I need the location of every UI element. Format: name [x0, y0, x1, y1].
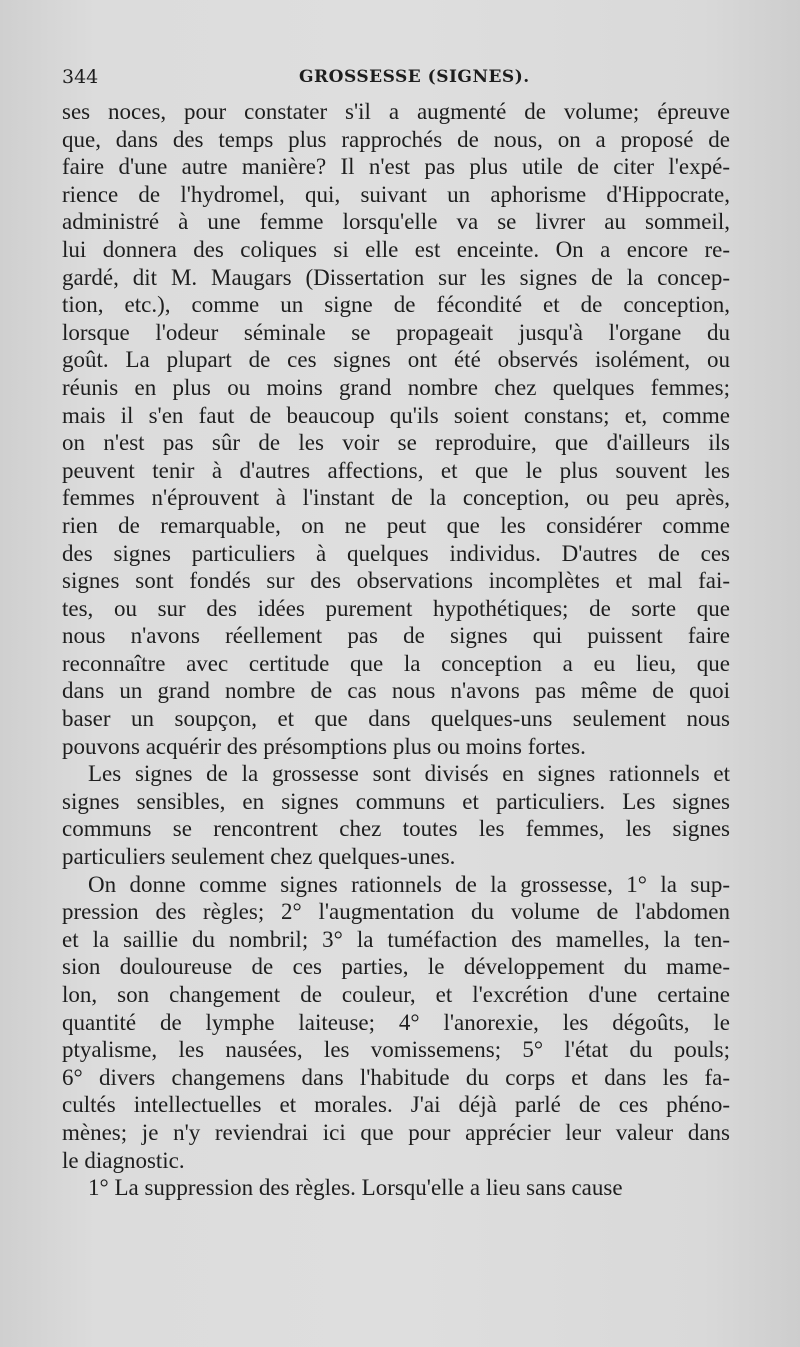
text-line: tes, ou sur des idées purement hypothétiques; de sorte que: [62, 595, 730, 621]
text-line: lui donnera des coliques si elle est enceinte. On a encore re-: [62, 236, 730, 262]
text-line: baser un soupçon, et que dans quelques-uns seulement nous: [62, 706, 730, 732]
text-line: particuliers seulement chez quelques-unes.: [62, 844, 456, 870]
text-line: le diagnostic.: [62, 1147, 185, 1173]
text-line: faire d'une autre manière? Il n'est pas plus utile de citer l'expé-: [62, 154, 730, 180]
text-line: cultés intellectuelles et morales. J'ai déjà parlé de ces phéno-: [62, 1092, 730, 1118]
paragraph: [62, 1174, 730, 1202]
text-line: nous n'avons réellement pas de signes qui puissent faire: [62, 623, 730, 649]
text-line: mais il s'en faut de beaucoup qu'ils soient constans; et, comme: [62, 402, 730, 428]
text-line: ptyalisme, les nausées, les vomissemens; 5° l'état du pouls;: [62, 1037, 730, 1063]
text-line: lon, son changement de couleur, et l'excrétion d'une certaine: [62, 982, 730, 1007]
text-line: signes sont fondés sur des observations incomplètes et mal fai-: [62, 568, 730, 594]
text-line: dans un grand nombre de cas nous n'avons pas même de quoi: [62, 678, 730, 704]
page-number: 344: [62, 66, 99, 88]
text-line: rience de l'hydromel, qui, suivant un aphorisme d'Hippocrate,: [62, 181, 730, 207]
text-line: signes sensibles, en signes communs et particuliers. Les signes: [62, 788, 730, 814]
text-line: communs se rencontrent chez toutes les femmes, les signes: [62, 816, 730, 842]
text-line: goût. La plupart de ces signes ont été observés isolément, ou: [62, 347, 730, 373]
body-text: [62, 98, 730, 1202]
text-line: 6° divers changemens dans l'habitude du corps et dans les fa-: [62, 1064, 730, 1090]
text-line: ses noces, pour constater s'il a augmenté de volume; épreuve: [62, 99, 730, 124]
page-header: [62, 62, 730, 92]
text-line: femmes n'éprouvent à l'instant de la conception, ou peu après,: [62, 485, 730, 511]
text-line: tion, etc.), comme un signe de fécondité et de conception,: [62, 292, 730, 318]
paragraph: [62, 871, 730, 1175]
text-line: Les signes de la grossesse sont divisés en signes rationnels et: [88, 761, 730, 787]
text-line: que, dans des temps plus rapprochés de nous, on a proposé de: [62, 126, 730, 152]
text-line: pression des règles; 2° l'augmentation du volume de l'abdomen: [62, 899, 730, 925]
text-line: on n'est pas sûr de les voir se reproduire, que d'ailleurs ils: [62, 430, 730, 456]
text-line: quantité de lymphe laiteuse; 4° l'anorexie, les dégoûts, le: [62, 1009, 730, 1035]
text-line: 1° La suppression des règles. Lorsqu'elle a lieu sans cause: [88, 1175, 623, 1201]
text-line: réunis en plus ou moins grand nombre chez quelques femmes;: [62, 374, 730, 400]
text-line: pouvons acquérir des présomptions plus ou moins fortes.: [62, 733, 586, 759]
text-line: des signes particuliers à quelques individus. D'autres de ces: [62, 540, 730, 566]
text-line: reconnaître avec certitude que la conception a eu lieu, que: [62, 650, 730, 676]
text-line: administré à une femme lorsqu'elle va se livrer au sommeil,: [62, 209, 730, 235]
running-title: GROSSESSE (SIGNES).: [299, 67, 530, 87]
text-line: peuvent tenir à d'autres affections, et que le plus souvent les: [62, 457, 730, 483]
paragraph: [62, 98, 730, 760]
text-line: mènes; je n'y reviendrai ici que pour apprécier leur valeur dans: [62, 1119, 730, 1145]
text-line: On donne comme signes rationnels de la grossesse, 1° la sup-: [88, 871, 730, 897]
text-line: gardé, dit M. Maugars (Dissertation sur les signes de la concep-: [62, 264, 730, 290]
paragraph: [62, 760, 730, 870]
text-line: rien de remarquable, on ne peut que les considérer comme: [62, 512, 730, 538]
text-line: sion douloureuse de ces parties, le développement du mame-: [62, 954, 730, 980]
text-line: lorsque l'odeur séminale se propageait jusqu'à l'organe du: [62, 319, 730, 345]
text-line: et la saillie du nombril; 3° la tuméfaction des mamelles, la ten-: [62, 926, 730, 952]
